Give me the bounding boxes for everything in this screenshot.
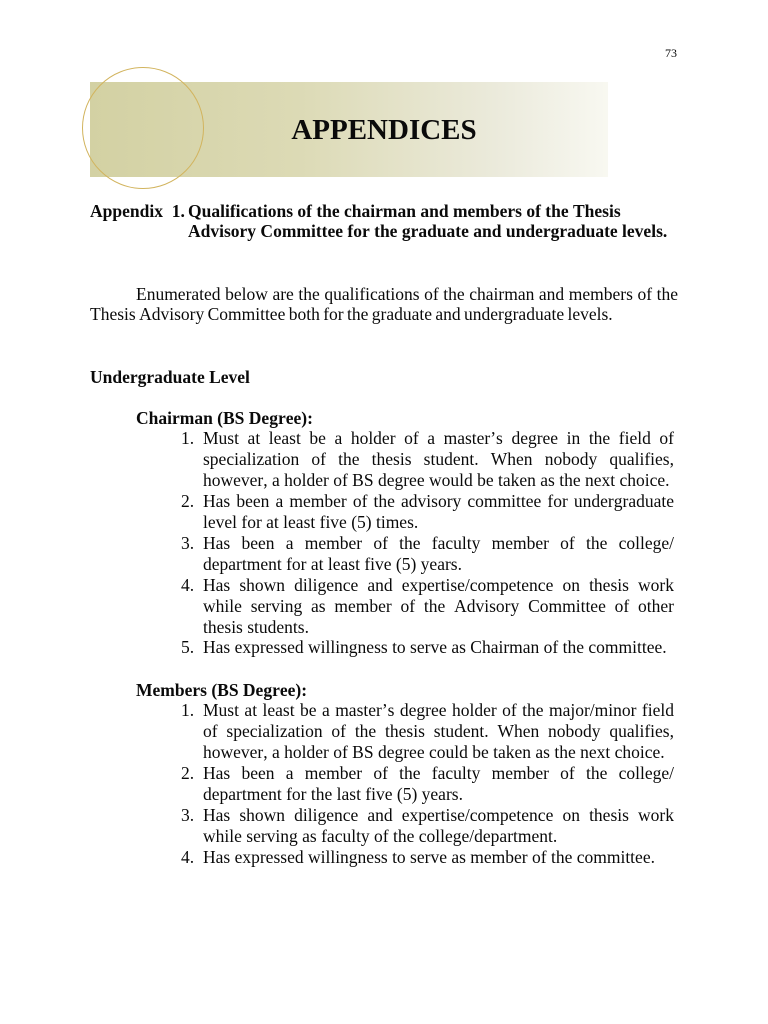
list-item-number: 1. (181, 428, 195, 449)
list-item-number: 3. (181, 804, 195, 825)
section-heading-undergraduate: Undergraduate Level (90, 366, 250, 387)
members-section (136, 680, 681, 868)
page-number: 73 (665, 46, 677, 60)
appendix-heading (90, 201, 678, 243)
list-item-text: Has shown diligence and expertise/competence on thesis work while serving as faculty of the college/department. (203, 804, 674, 846)
members-qualifications-list (136, 700, 681, 867)
list-item-number: 5. (181, 637, 195, 658)
list-item (136, 491, 681, 533)
appendix-label: Appendix 1. (90, 200, 185, 221)
list-item-number: 1. (181, 700, 195, 721)
list-item-text: Has expressed willingness to serve as member of the committee. (203, 846, 655, 867)
list-item-number: 4. (181, 846, 195, 867)
list-item-text: Must at least be a master’s degree holder of the major/minor field of specialization of the thesis student. When nobody qualifies, however, a holder of BS degree could be taken as the next choice. (203, 700, 674, 763)
list-item (136, 575, 681, 638)
chairman-qualifications-list (136, 428, 681, 658)
list-item (136, 763, 681, 805)
list-item-number: 2. (181, 491, 195, 512)
list-item-number: 2. (181, 763, 195, 784)
list-item-text: Has been a member of the faculty member of the college/ department for at least five (5) years. (203, 532, 674, 574)
list-item (136, 428, 681, 491)
list-item-text: Has been a member of the faculty member of the college/ department for the last five (5) years. (203, 763, 674, 805)
page-title: APPENDICES (291, 114, 477, 146)
chairman-section (136, 408, 681, 659)
list-item-text: Must at least be a holder of a master’s degree in the field of specialization of the thesis student. When nobody qualifies, however, a holder of BS degree would be taken as the next choice. (203, 428, 674, 491)
list-item (136, 847, 681, 868)
list-item-number: 3. (181, 532, 195, 553)
appendix-title: Qualifications of the chairman and members of the Thesis Advisory Committee for the graduate and undergraduate levels. (188, 200, 668, 242)
subsection-heading-chairman: Chairman (BS Degree): (136, 407, 313, 428)
list-item (136, 533, 681, 575)
subsection-heading-members: Members (BS Degree): (136, 679, 308, 700)
list-item-text: Has shown diligence and expertise/competence on thesis work while serving as member of the Advisory Committee of other thesis students. (203, 574, 674, 637)
list-item-text: Has expressed willingness to serve as Chairman of the committee. (203, 637, 667, 658)
list-item (136, 700, 681, 763)
list-item (136, 805, 681, 847)
list-item-text: Has been a member of the advisory committee for undergraduate level for at least five (5) times. (203, 491, 674, 533)
intro-paragraph: Enumerated below are the qualifications of the chairman and members of the Thesis Advisory Committee both for the graduate and undergraduate levels. (90, 283, 678, 325)
list-item (136, 637, 681, 658)
list-item-number: 4. (181, 574, 195, 595)
